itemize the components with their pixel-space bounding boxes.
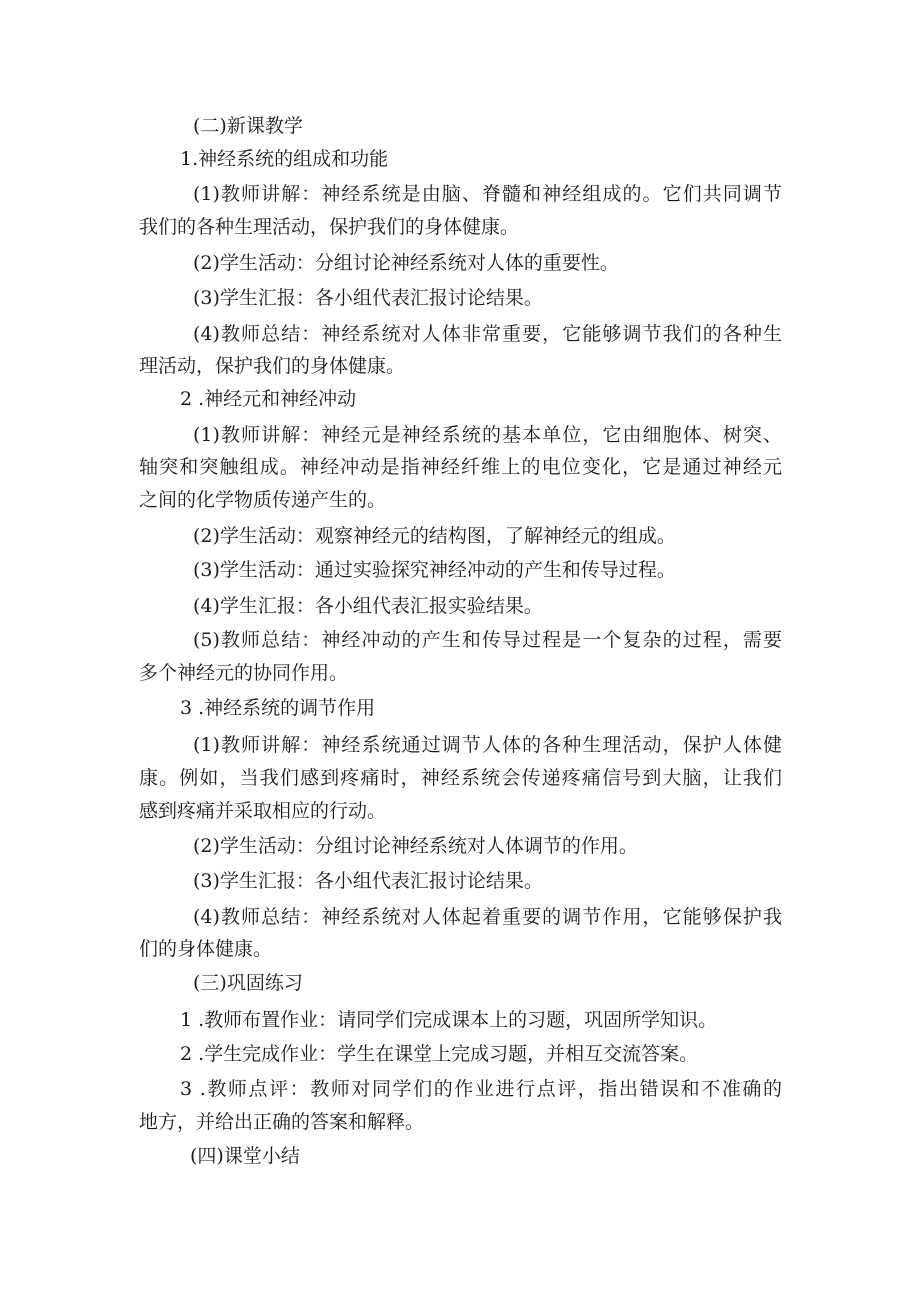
paragraph-line: 2 .学生完成作业：学生在课堂上完成习题，并相互交流答案。: [180, 1043, 699, 1065]
subsection-heading-nervous-system: 1.神经系统的组成和功能: [180, 148, 389, 170]
paragraph-line: (2)学生活动：分组讨论神经系统对人体调节的作用。: [193, 835, 638, 857]
paragraph-line: (1)教师讲解：神经元是神经系统的基本单位，它由细胞体、树突、: [193, 424, 782, 446]
paragraph-line: 1 .教师布置作业：请同学们完成课本上的习题，巩固所学知识。: [180, 1009, 718, 1031]
paragraph-line: 我们的各种生理活动，保护我们的身体健康。: [139, 216, 520, 238]
paragraph-line: (4)学生汇报：各小组代表汇报实验结果。: [193, 595, 543, 617]
section-heading-summary: (四)课堂小结: [190, 1145, 300, 1167]
subsection-heading-regulation: 3 .神经系统的调节作用: [180, 697, 376, 719]
paragraph-line: 之间的化学物质传递产生的。: [139, 489, 387, 511]
paragraph-line: 多个神经元的协同作用。: [139, 662, 349, 684]
subsection-heading-neuron: 2 .神经元和神经冲动: [180, 388, 357, 410]
paragraph-line: 3 .教师点评：教师对同学们的作业进行点评，指出错误和不准确的: [180, 1078, 782, 1100]
paragraph-line: (3)学生汇报：各小组代表汇报讨论结果。: [193, 870, 543, 892]
paragraph-line: (2)学生活动：分组讨论神经系统对人体的重要性。: [193, 252, 619, 274]
paragraph-line: (3)学生活动：通过实验探究神经冲动的产生和传导过程。: [193, 559, 676, 581]
paragraph-line: 感到疼痛并采取相应的行动。: [139, 800, 387, 822]
paragraph-line: (5)教师总结：神经冲动的产生和传导过程是一个复杂的过程，需要: [193, 629, 782, 651]
paragraph-line: (1)教师讲解：神经系统通过调节人体的各种生理活动，保护人体健: [193, 734, 782, 756]
paragraph-line: (2)学生活动：观察神经元的结构图，了解神经元的组成。: [193, 525, 676, 547]
paragraph-line: 康。例如，当我们感到疼痛时，神经系统会传递疼痛信号到大脑，让我们: [139, 767, 782, 789]
paragraph-line: 理活动，保护我们的身体健康。: [139, 355, 406, 377]
section-heading-new-lesson: (二)新课教学: [193, 115, 303, 137]
paragraph-line: 地方，并给出正确的答案和解释。: [139, 1111, 425, 1133]
paragraph-line: (1)教师讲解：神经系统是由脑、脊髓和神经组成的。它们共同调节: [193, 183, 782, 205]
paragraph-line: 们的身体健康。: [139, 938, 273, 960]
section-heading-practice: (三)巩固练习: [193, 972, 303, 994]
paragraph-line: (4)教师总结：神经系统对人体起着重要的调节作用，它能够保护我: [193, 906, 782, 928]
paragraph-line: (3)学生汇报：各小组代表汇报讨论结果。: [193, 287, 543, 309]
paragraph-line: (4)教师总结：神经系统对人体非常重要，它能够调节我们的各种生: [193, 323, 782, 345]
paragraph-line: 轴突和突触组成。神经冲动是指神经纤维上的电位变化，它是通过神经元: [139, 456, 782, 478]
